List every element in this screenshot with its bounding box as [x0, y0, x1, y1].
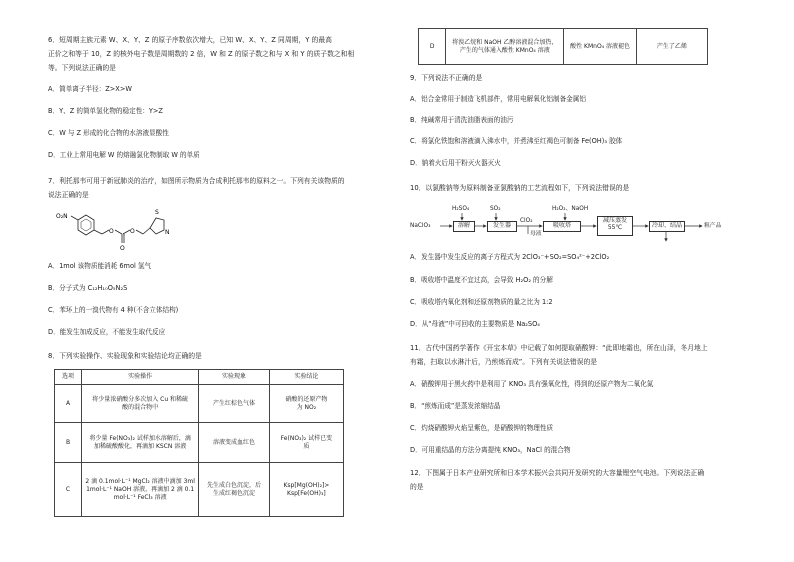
- q9-option-d: D．钠着火后用干粉灭火器灭火: [410, 159, 501, 167]
- q7-option-b: B．分子式为 C₁₂H₁₀O₅N₂S: [48, 284, 128, 292]
- q8-header-observation: 实验现象: [199, 370, 270, 385]
- q6-stem-line3: 等。下列说法正确的是: [48, 64, 116, 72]
- q10-option-d: D．从“母液”中可回收的主要物质是 Na₂SO₄: [410, 320, 540, 328]
- mol-n-label: N: [165, 229, 170, 236]
- q11-option-c: C．灼烧硝酸钾火焰呈紫色，是硝酸钾的物理性质: [410, 424, 554, 432]
- q9-option-c: C．将氯化铁饱和溶液滴入沸水中，并煮沸至红褐色可制备 Fe(OH)₃ 胶体: [410, 137, 623, 145]
- q6-option-d: D．工业上常用电解 W 的熔融氯化物制取 W 的单质: [48, 151, 200, 159]
- q8-row-d-operation: 将溴乙烷和 NaOH 乙醇溶液混合加热， 产生的气体通入酸性 KMnO₄ 溶液: [446, 29, 564, 65]
- q7-option-a: A．1mol 该物质能消耗 6mol 氢气: [48, 262, 152, 270]
- flow-h2o2-naoh-label: H₂O₂、NaOH: [552, 206, 589, 212]
- q8-row-c-observation: 先生成白色沉淀，后 生成红褐色沉淀: [199, 463, 270, 517]
- q6-option-b: B．Y、Z 的简单氢化物的稳定性：Y>Z: [48, 107, 163, 115]
- molecule-structure: [54, 200, 214, 252]
- table-row: [419, 29, 708, 65]
- flow-mother-liquor-top: 母液: [530, 231, 542, 237]
- q9-option-b: B．纯碱常用于清洗油脂表面的油污: [410, 116, 514, 124]
- q8-row-b-operation: 将少量 Fe(NO₃)₂ 试样加水溶解后，滴 加稀硫酸酸化，再滴加 KSCN 溶液: [82, 423, 199, 463]
- q8-header-operation: 实验操作: [82, 370, 199, 385]
- flow-box-absorber: 吸收塔: [543, 221, 581, 232]
- flow-box-crystallize: 冷却、结晶: [649, 221, 685, 232]
- flow-h2so4-label: H₂SO₄: [452, 206, 470, 212]
- q11-option-d: D．可用重结晶的方法分离提纯 KNO₃，NaCl 的混合物: [410, 446, 571, 454]
- table-row: [55, 385, 344, 423]
- q8-row-a-option: A: [55, 385, 82, 423]
- q10-option-a: A．发生器中发生反应的离子方程式为 2ClO₃⁻+SO₂=SO₄²⁻+2ClO₂: [410, 253, 610, 261]
- q8-row-b-conclusion: Fe(NO₃)₂ 试样已变 质: [269, 423, 343, 463]
- flow-so2-label: SO₂: [490, 206, 501, 212]
- q11-stem-line1: 11．古代中国药学著作《开宝本草》中记载了如何提取硝酸钾：“此即地霜也，所在山泽，冬月地上: [410, 344, 708, 352]
- q12-stem-line2: 的是: [410, 483, 424, 491]
- q9-option-a: A．铝合金常用于制造飞机部件，常用电解氧化铝制备金属铝: [410, 95, 586, 103]
- q8-row-d-observation: 酸性 KMnO₄ 溶液褪色: [564, 29, 636, 65]
- q8-table-continued: [418, 28, 708, 65]
- q11-stem-line2: 有霜，扫取以水淋汁后，乃煎炼而成”。下列有关说法错误的是: [410, 358, 598, 366]
- q6-stem-line1: 6．短周期主族元素 W、X、Y、Z 的原子序数依次增大，已知 W、X、Y、Z 同周期，Y 的最高: [48, 36, 332, 44]
- q12-stem-line1: 12．下图属于日本产业研究所和日本学术振兴会共同开发研究的大容量锂空气电池。下列说法正确: [410, 469, 705, 477]
- flow-naclo3-label: NaClO₃: [410, 223, 431, 229]
- flow-box-generator: 发生器: [487, 221, 517, 232]
- q8-row-c-conclusion: Ksp[Mg(OH)₂]> Ksp[Fe(OH)₃]: [269, 463, 343, 517]
- table-row: [55, 463, 344, 517]
- q7-stem-line1: 7．利托那韦可用于新冠肺炎的治疗，如图所示物质为合成利托那韦的原料之一。下列有关该物质的: [48, 177, 345, 185]
- q8-row-d-conclusion: 产生了乙烯: [636, 29, 707, 65]
- mol-o3-label: O: [130, 228, 135, 235]
- q8-table-header: [55, 370, 344, 385]
- q8-header-option: 选项: [55, 370, 82, 385]
- q8-row-d-option: D: [419, 29, 446, 65]
- q7-stem-line2: 说法正确的是: [48, 191, 89, 199]
- q6-option-c: C．W 与 Z 形成的化合物的水溶液显酸性: [48, 129, 169, 137]
- flow-clo2-label: ClO₂: [520, 218, 533, 224]
- q10-stem: 10．以氯酸钠等为原料制备亚氯酸钠的工艺流程如下，下列说法错误的是: [410, 184, 630, 192]
- table-row: [55, 423, 344, 463]
- q8-row-a-operation: 将少量浓硝酸分多次加入 Cu 和稀硫 酸的混合物中: [82, 385, 199, 423]
- q8-stem: 8．下列实验操作、实验现象和实验结论均正确的是: [48, 352, 202, 360]
- q8-table: [54, 369, 344, 517]
- q8-header-conclusion: 实验结论: [269, 370, 343, 385]
- mol-s-label: S: [155, 209, 159, 216]
- q10-option-c: C．吸收塔内氧化剂和还原剂物质的量之比为 1:2: [410, 298, 553, 306]
- q8-row-c-option: C: [55, 463, 82, 517]
- mol-no2-label: O₂N: [56, 213, 68, 220]
- q11-option-a: A．硝酸钾用于黑火药中是利用了 KNO₃ 具有强氧化性，得到的还原产物为二氧化氮: [410, 380, 654, 388]
- q10-option-b: B．吸收塔中温度不宜过高，会导致 H₂O₂ 的分解: [410, 276, 553, 284]
- process-flowchart: [410, 204, 760, 244]
- q8-row-c-operation: 2 滴 0.1mol·L⁻¹ MgCl₂ 溶液中滴加 3ml 1mol·L⁻¹ NaOH 溶液，再滴加 2 滴 0.1 mol·L⁻¹ FeCl₃ 溶液: [82, 463, 199, 517]
- q8-row-b-option: B: [55, 423, 82, 463]
- q9-stem: 9．下列说法不正确的是: [410, 74, 483, 82]
- q7-option-d: D．能发生加成反应，不能发生取代反应: [48, 328, 166, 336]
- q6-stem-line2: 正价之和等于 10，Z 的核外电子数是周期数的 2 倍，W 和 Z 的原子数之和与 X 和 Y 的质子数之和相: [48, 50, 355, 58]
- q8-row-a-observation: 产生红棕色气体: [199, 385, 270, 423]
- mol-o2-label: O: [120, 245, 125, 252]
- q11-option-b: B．“煎炼而成”是蒸发浓缩结晶: [410, 402, 501, 410]
- q8-row-b-observation: 溶液变成血红色: [199, 423, 270, 463]
- flow-product-label: 粗产品: [704, 223, 722, 229]
- q6-option-a: A．简单离子半径：Z>X>W: [48, 85, 132, 93]
- q8-row-a-conclusion: 硝酸的还原产物 为 NO₂: [269, 385, 343, 423]
- flow-box-dissolve: 溶解: [453, 221, 475, 232]
- q7-option-c: C．苯环上的一溴代物有 4 种(不含立体结构): [48, 306, 179, 314]
- mol-o1-label: O: [109, 228, 114, 235]
- flow-box-evaporation: 减压蒸发 55℃: [597, 216, 633, 236]
